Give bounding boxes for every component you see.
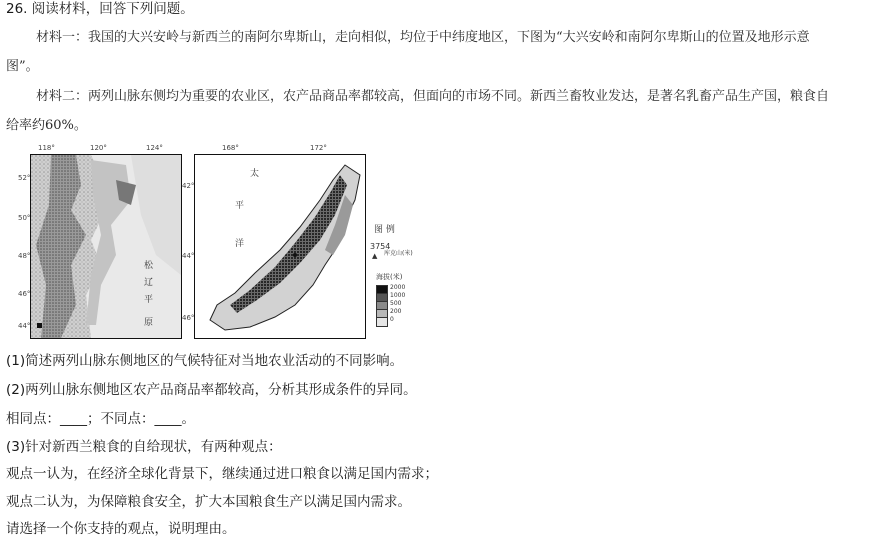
left-side-tick-4: 46° (18, 290, 31, 298)
right-map-label-1: 太 (250, 169, 260, 179)
question-title: 26. 阅读材料，回答下列问题。 (6, 1, 194, 17)
right-side-tick-3: 46° (182, 314, 195, 322)
material-one-line2: 图”。 (6, 59, 39, 74)
left-map-label-3: 平 (144, 295, 154, 305)
left-map-label-4: 原 (144, 318, 154, 328)
legend-level-3: 500 (390, 300, 402, 307)
subquestion-2: (2)两列山脉东侧地区农产品商品率都较高，分析其形成条件的异同。 (6, 382, 417, 398)
material-two-line2: 给率约60%。 (6, 118, 87, 133)
left-side-tick-3: 48° (18, 252, 31, 260)
left-side-tick-5: 44° (18, 322, 31, 330)
material-two-line1: 材料二：两列山脉东侧均为重要的农业区，农产品商品率都较高，但面向的市场不同。新西兰畜牧业发达，是著名乳畜产品生产国，粮食自 (36, 89, 830, 104)
left-side-tick-2: 50° (18, 214, 31, 222)
left-top-tick-2: 120° (90, 144, 107, 152)
left-side-tick-1: 52° (18, 174, 31, 182)
terrain-figure (16, 142, 456, 342)
viewpoint-two: 观点二认为，为保障粮食安全，扩大本国粮食生产以满足国内需求。 (6, 494, 411, 510)
peak-icon: ▲ (372, 252, 378, 260)
altitude-label: 海拔(米) (376, 273, 403, 281)
material-one-line1: 材料一：我国的大兴安岭与新西兰的南阿尔卑斯山，走向相似，均位于中纬度地区，下图为“大兴安岭和南阿尔卑斯山的位置及地形示意 (36, 30, 810, 45)
left-top-tick-1: 118° (38, 144, 55, 152)
legend-title: 图 例 (374, 225, 395, 235)
right-side-tick-2: 44° (182, 252, 195, 260)
right-map-label-2: 平 (235, 201, 245, 211)
viewpoint-one: 观点一认为，在经济全球化背景下，继续通过进口粮食以满足国内需求； (6, 466, 438, 482)
khingan-terrain (31, 155, 181, 338)
new-zealand-map (194, 154, 366, 339)
legend-level-1: 2000 (390, 284, 406, 291)
legend-level-2: 1000 (390, 292, 406, 299)
khingan-map (30, 154, 182, 339)
right-side-tick-1: 42° (182, 182, 195, 190)
left-map-label-1: 松 (144, 261, 154, 271)
left-map-label-2: 辽 (144, 278, 154, 288)
south-island-terrain (195, 155, 365, 338)
subquestion-3-prompt: 请选择一个你支持的观点，说明理由。 (6, 521, 236, 537)
legend-level-5: 0 (390, 316, 394, 323)
subquestion-3: (3)针对新西兰粮食的自给现状，有两种观点： (6, 439, 282, 455)
left-top-tick-3: 124° (146, 144, 163, 152)
right-map-label-3: 洋 (235, 239, 245, 249)
subquestion-2-answer: 相同点：____；不同点：____。 (6, 411, 195, 427)
legend-level-4: 200 (390, 308, 402, 315)
right-top-tick-2: 172° (310, 144, 327, 152)
right-top-tick-1: 168° (222, 144, 239, 152)
legend-swatch-5 (376, 317, 388, 327)
peak-sub-label: 库克山(米) (384, 250, 413, 257)
peak-label: 3754 (370, 242, 391, 251)
subquestion-1: (1)简述两列山脉东侧地区的气候特征对当地农业活动的不同影响。 (6, 353, 404, 369)
